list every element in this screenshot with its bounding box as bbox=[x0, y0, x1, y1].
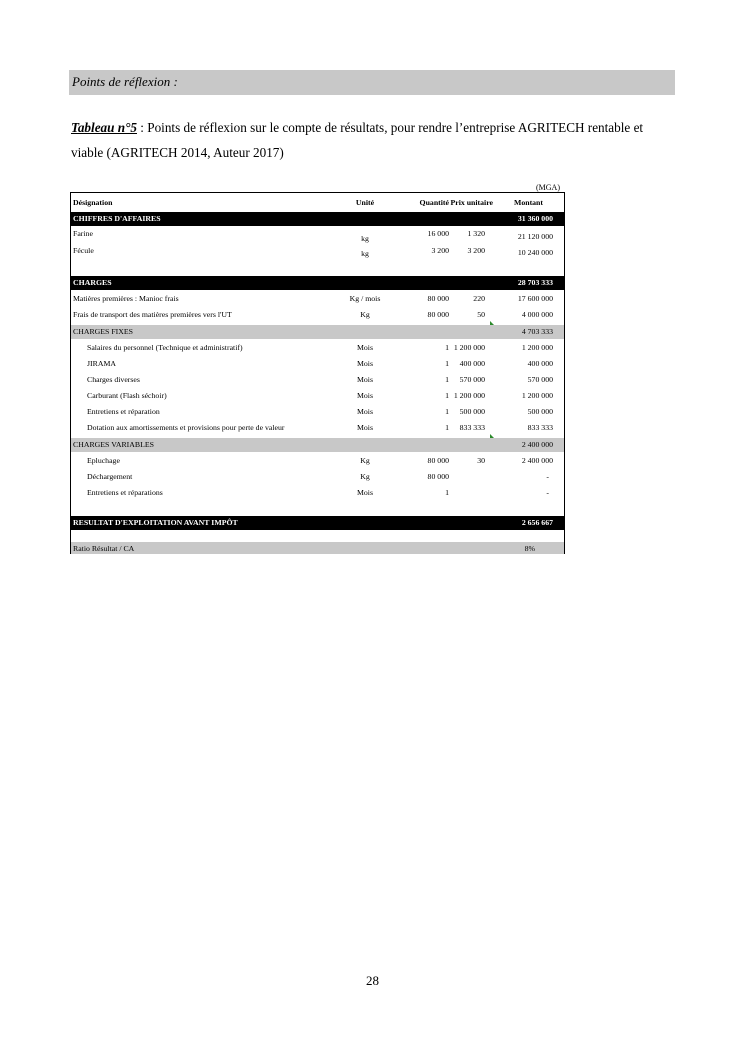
header-amount: Montant bbox=[513, 198, 543, 207]
result-label: RESULTAT D'EXPLOITATION AVANT IMPÔT bbox=[73, 518, 238, 527]
row-unit-price: 500 000 bbox=[459, 407, 485, 416]
table-row bbox=[71, 375, 564, 390]
row-designation: Charges diverses bbox=[87, 375, 140, 384]
comment-marker bbox=[490, 321, 494, 325]
row-amount: 570 000 bbox=[527, 375, 553, 384]
row-designation: Entretiens et réparations bbox=[87, 488, 163, 497]
row-unit: Mois bbox=[356, 359, 374, 368]
table-row bbox=[71, 488, 564, 503]
table-row bbox=[71, 472, 564, 487]
table-row bbox=[71, 391, 564, 406]
row-quantity: 1 bbox=[445, 488, 449, 497]
row-unit: Mois bbox=[356, 391, 374, 400]
row-unit: kg bbox=[361, 249, 369, 258]
table-caption bbox=[71, 115, 677, 165]
header-quantity: Quantité bbox=[419, 198, 449, 207]
row-quantity: 16 000 bbox=[427, 229, 449, 238]
row-quantity: 80 000 bbox=[427, 472, 449, 481]
row-designation: Entretiens et réparation bbox=[87, 407, 160, 416]
row-quantity: 80 000 bbox=[427, 456, 449, 465]
ratio-row bbox=[71, 542, 564, 554]
row-unit: Mois bbox=[356, 375, 374, 384]
section-title: Points de réflexion : bbox=[72, 74, 178, 89]
row-unit-price: 400 000 bbox=[459, 359, 485, 368]
row-quantity: 1 bbox=[445, 407, 449, 416]
row-quantity: 1 bbox=[445, 359, 449, 368]
row-designation: Salaires du personnel (Technique et administratif) bbox=[87, 343, 243, 352]
table-row bbox=[71, 407, 564, 422]
fixed-charges-label: CHARGES FIXES bbox=[73, 327, 134, 336]
revenue-total-label: CHIFFRES D'AFFAIRES bbox=[73, 214, 161, 223]
row-amount: 10 240 000 bbox=[517, 248, 553, 257]
table-row bbox=[71, 456, 564, 471]
page-number: 28 bbox=[366, 973, 379, 988]
row-amount: - bbox=[546, 488, 549, 497]
row-unit-price: 3 200 bbox=[467, 246, 485, 255]
ratio-label: Ratio Résultat / CA bbox=[73, 544, 135, 553]
section-heading-bar bbox=[69, 70, 675, 95]
table-caption-text: : Points de réflexion sur le compte de résultats, pour rendre l’entreprise AGRITECH rentable et viable (AGRITECH 2014, Auteur 2017) bbox=[71, 120, 644, 160]
row-quantity: 80 000 bbox=[427, 310, 449, 319]
row-amount: 1 200 000 bbox=[521, 343, 553, 352]
row-quantity: 1 bbox=[445, 391, 449, 400]
row-unit-price: 1 320 bbox=[467, 229, 485, 238]
row-designation: Epluchage bbox=[87, 456, 120, 465]
header-unit: Unité bbox=[355, 198, 375, 207]
row-amount: 833 333 bbox=[527, 423, 553, 432]
row-amount: 400 000 bbox=[527, 359, 553, 368]
row-unit: Kg bbox=[360, 456, 370, 465]
income-statement-table bbox=[70, 192, 565, 554]
row-designation: Farine bbox=[73, 229, 93, 238]
table-row bbox=[71, 228, 564, 244]
row-designation: Matières premières : Manioc frais bbox=[73, 294, 179, 303]
variable-charges-label: CHARGES VARIABLES bbox=[73, 440, 154, 449]
variable-charges-row bbox=[71, 438, 564, 452]
row-quantity: 1 bbox=[445, 375, 449, 384]
table-header-row bbox=[71, 198, 564, 210]
revenue-total-amount: 31 360 000 bbox=[517, 214, 553, 223]
charges-total-amount: 28 703 333 bbox=[517, 278, 553, 287]
table-row bbox=[71, 245, 564, 261]
row-amount: 21 120 000 bbox=[517, 232, 553, 241]
row-designation: Dotation aux amortissements et provisions pour perte de valeur bbox=[87, 423, 285, 432]
charges-total-label: CHARGES bbox=[73, 278, 112, 287]
row-amount: 2 400 000 bbox=[521, 456, 553, 465]
header-designation: Désignation bbox=[73, 198, 113, 207]
fixed-charges-row bbox=[71, 325, 564, 339]
charges-total-row bbox=[71, 276, 564, 290]
row-amount: - bbox=[546, 472, 549, 481]
row-quantity: 3 200 bbox=[431, 246, 449, 255]
row-unit: Mois bbox=[356, 488, 374, 497]
row-designation: JIRAMA bbox=[87, 359, 117, 368]
result-amount: 2 656 667 bbox=[521, 518, 553, 527]
row-unit-price: 1 200 000 bbox=[453, 391, 485, 400]
row-quantity: 1 bbox=[445, 423, 449, 432]
row-designation: Fécule bbox=[73, 246, 94, 255]
row-designation: Frais de transport des matières premières vers l'UT bbox=[73, 310, 232, 319]
result-row bbox=[71, 516, 564, 530]
row-unit-price: 30 bbox=[477, 456, 485, 465]
row-unit-price: 833 333 bbox=[459, 423, 485, 432]
row-unit: Mois bbox=[356, 423, 374, 432]
row-amount: 4 000 000 bbox=[521, 310, 553, 319]
currency-unit-note: (MGA) bbox=[536, 183, 560, 192]
row-amount: 17 600 000 bbox=[517, 294, 553, 303]
comment-marker bbox=[490, 434, 494, 438]
fixed-charges-amount: 4 703 333 bbox=[521, 327, 553, 336]
row-unit: Kg / mois bbox=[349, 294, 381, 303]
row-quantity: 80 000 bbox=[427, 294, 449, 303]
header-unit-price: Prix unitaire bbox=[450, 198, 493, 207]
revenue-total-row bbox=[71, 212, 564, 226]
row-designation: Carburant (Flash séchoir) bbox=[87, 391, 167, 400]
table-caption-label: Tableau n°5 bbox=[71, 120, 137, 135]
row-unit: kg bbox=[361, 234, 369, 243]
row-unit: Kg bbox=[360, 310, 370, 319]
row-unit: Mois bbox=[356, 407, 374, 416]
row-unit: Kg bbox=[360, 472, 370, 481]
row-unit: Mois bbox=[356, 343, 374, 352]
table-row bbox=[71, 294, 564, 309]
table-row bbox=[71, 343, 564, 358]
row-unit-price: 220 bbox=[473, 294, 485, 303]
row-amount: 1 200 000 bbox=[521, 391, 553, 400]
row-unit-price: 570 000 bbox=[459, 375, 485, 384]
row-quantity: 1 bbox=[445, 343, 449, 352]
row-unit-price: 1 200 000 bbox=[453, 343, 485, 352]
row-designation: Déchargement bbox=[87, 472, 133, 481]
table-row bbox=[71, 359, 564, 374]
ratio-amount: 8% bbox=[524, 544, 535, 553]
variable-charges-amount: 2 400 000 bbox=[521, 440, 553, 449]
row-amount: 500 000 bbox=[527, 407, 553, 416]
row-unit-price: 50 bbox=[477, 310, 485, 319]
